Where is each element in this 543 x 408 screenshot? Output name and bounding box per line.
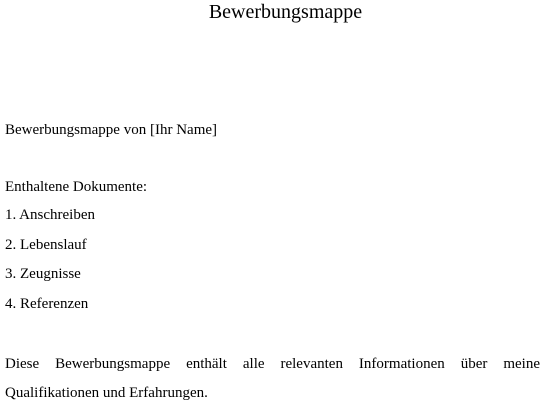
list-item: 1. Anschreiben	[5, 207, 95, 223]
list-item: 2. Lebenslauf	[5, 236, 87, 253]
intro-line: Bewerbungsmappe von [Ihr Name]	[5, 122, 218, 138]
contents-heading: Enthaltene Dokumente:	[5, 179, 148, 195]
document-list	[5, 206, 95, 324]
list-item: 3. Zeugnisse	[5, 266, 81, 282]
document-title: Bewerbungsmappe	[208, 1, 363, 23]
closing-paragraph: Diese Bewerbungsmappe enthält alle relevanten Informationen über meine Qualifikationen und Erfahrungen.	[5, 356, 540, 401]
list-item: 4. Referenzen	[5, 295, 89, 312]
